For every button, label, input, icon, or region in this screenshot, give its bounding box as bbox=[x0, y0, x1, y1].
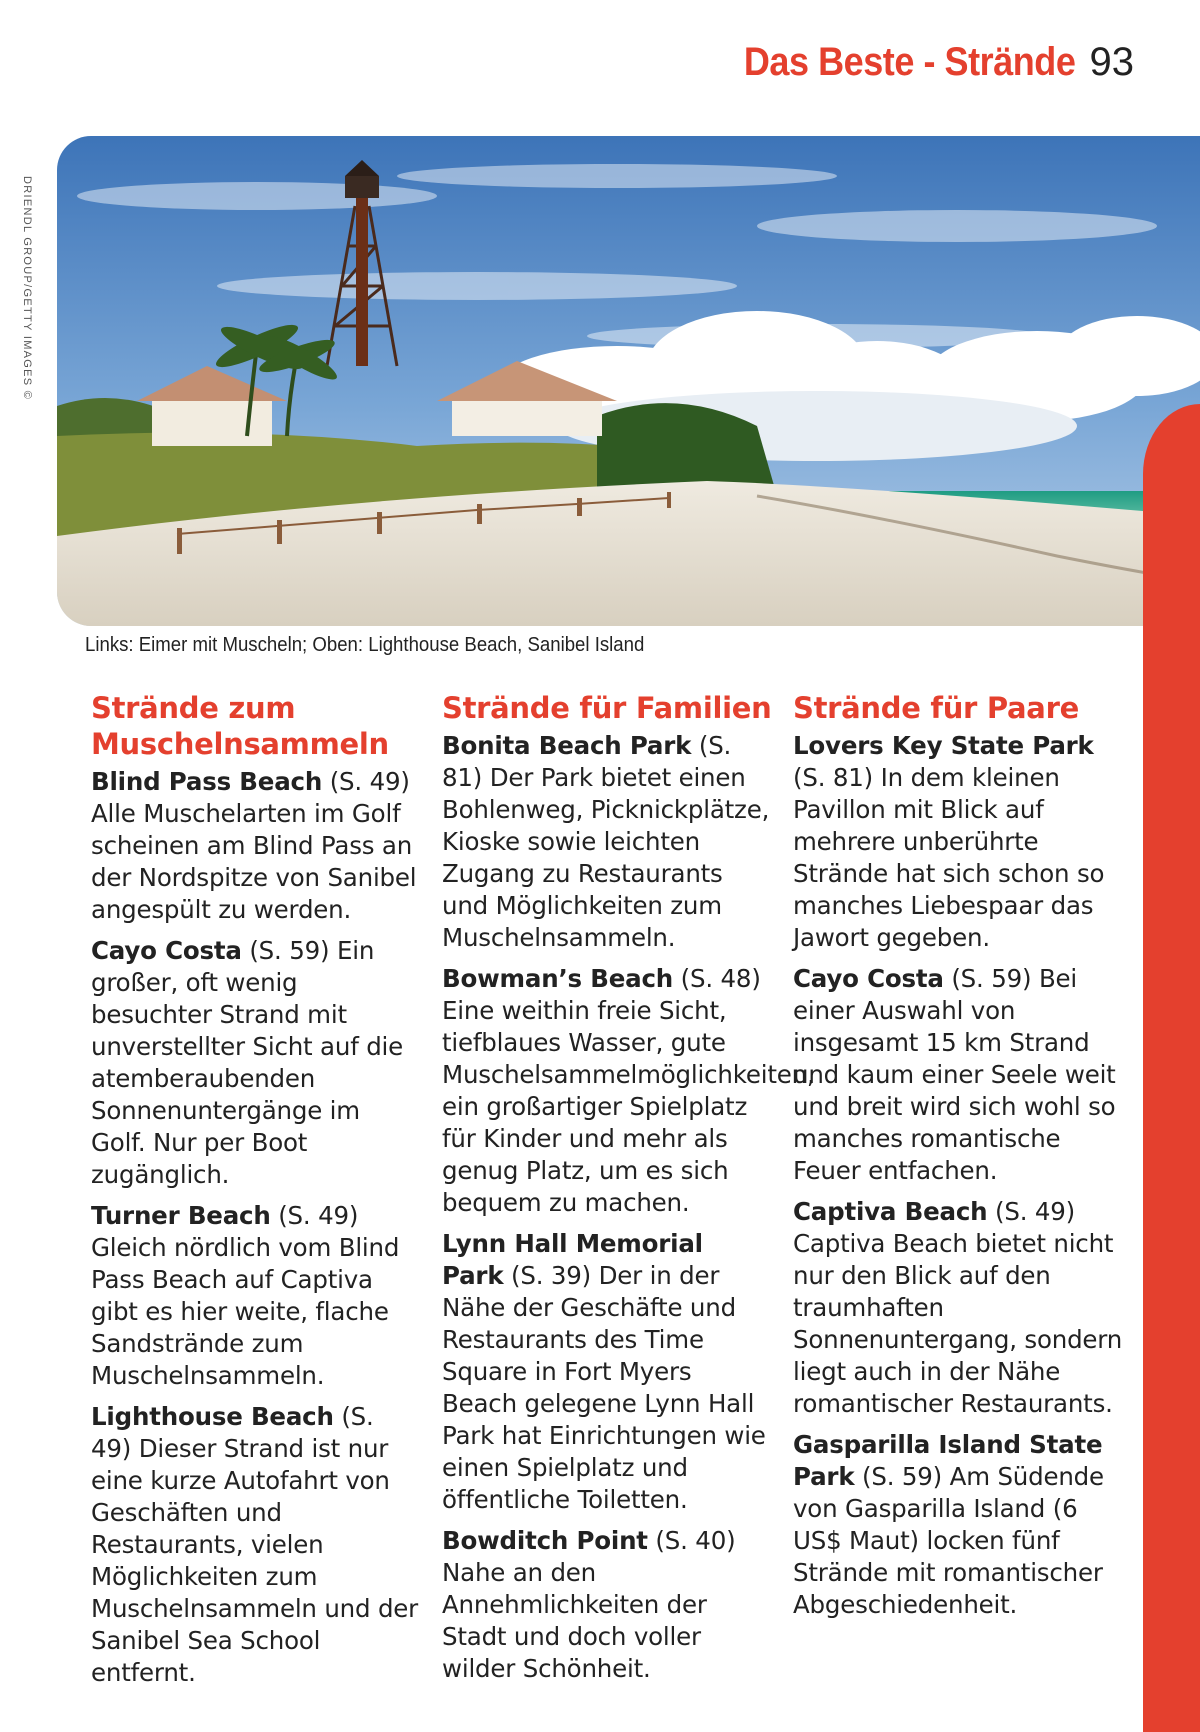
page-reference: (S. 59) bbox=[862, 1462, 943, 1491]
beach-entry bbox=[91, 935, 421, 1191]
beach-name: Cayo Costa bbox=[91, 936, 242, 965]
photo-caption: Links: Eimer mit Muscheln; Oben: Lighthouse Beach, Sanibel Island bbox=[85, 634, 645, 656]
beach-name: Gasparilla Island State Park bbox=[793, 1430, 1103, 1491]
beach-description: Gleich nördlich vom Blind Pass Beach auf Captiva gibt es hier weite, flache Sandstrände zum Muschelnsammeln. bbox=[91, 1233, 400, 1390]
beach-description: Eine weithin freie Sicht, tiefblaues Wasser, gute Muschelsammelmöglichkeiten, ein großartiger Spielplatz für Kinder und mehr als genug Platz, um es sich bequem zu machen. bbox=[442, 996, 815, 1217]
column-families bbox=[442, 690, 815, 1694]
column-heading: Strände zum Muschelnsammeln bbox=[91, 691, 389, 761]
beach-entry bbox=[91, 1401, 421, 1689]
beach-entry bbox=[442, 730, 772, 954]
beach-name: Bonita Beach Park bbox=[442, 731, 692, 760]
beach-name: Turner Beach bbox=[91, 1201, 271, 1230]
section-title: Das Beste - Strände bbox=[743, 40, 1076, 84]
beach-entry bbox=[793, 1429, 1123, 1621]
beach-entry bbox=[91, 1200, 421, 1392]
beach-entry bbox=[442, 963, 815, 1219]
beach-entry bbox=[793, 730, 1123, 954]
beach-name: Bowditch Point bbox=[442, 1526, 648, 1555]
page-reference: (S. 49) bbox=[329, 767, 410, 796]
page-reference: (S. 49) bbox=[994, 1197, 1076, 1226]
column-couples bbox=[793, 690, 1123, 1630]
page-reference: (S. 81) bbox=[793, 763, 874, 792]
beach-description: Captiva Beach bietet nicht nur den Blick auf den traumhaften Sonnenuntergang, sondern liegt auch in der Nähe romantischer Restaurants. bbox=[793, 1229, 1123, 1418]
beach-entry bbox=[442, 1525, 772, 1685]
accent-side-band bbox=[1143, 404, 1200, 1732]
page-reference: (S. 81) bbox=[442, 731, 732, 792]
beach-entry bbox=[793, 963, 1123, 1187]
page-reference: (S. 59) bbox=[951, 964, 1032, 993]
beach-name: Lynn Hall Memorial Park bbox=[442, 1229, 703, 1290]
beach-name: Blind Pass Beach bbox=[91, 767, 323, 796]
beach-description: Der Park bietet einen Bohlenweg, Picknickplätze, Kioske sowie leichten Zugang zu Restaurants und Möglichkeiten zum Muschelnsammeln. bbox=[442, 763, 770, 952]
page-reference: (S. 48) bbox=[680, 964, 761, 993]
page-reference: (S. 40) bbox=[655, 1526, 736, 1555]
page-number: 93 bbox=[1089, 40, 1134, 84]
page-reference: (S. 59) bbox=[249, 936, 330, 965]
beach-description: Der in der Nähe der Geschäfte und Restaurants des Time Square in Fort Myers Beach gelegene Lynn Hall Park hat Einrichtungen wie einen Spielplatz und öffentliche Toiletten. bbox=[442, 1261, 766, 1514]
beach-description: Bei einer Auswahl von insgesamt 15 km Strand und kaum einer Seele weit und breit wird sich wohl so manches romantische Feuer entfachen. bbox=[793, 964, 1116, 1185]
lighthouse-beach-photo bbox=[57, 136, 1200, 626]
beach-description: Alle Muschelarten im Golf scheinen am Blind Pass an der Nordspitze von Sanibel angespült zu werden. bbox=[91, 799, 417, 924]
lighthouse-beach-icon bbox=[57, 136, 1200, 626]
beach-entry bbox=[793, 1196, 1123, 1420]
page-header bbox=[707, 40, 1134, 85]
page-reference: (S. 49) bbox=[91, 1402, 374, 1463]
beach-entry bbox=[442, 1228, 772, 1516]
beach-description: In dem kleinen Pavillon mit Blick auf mehrere unberührte Strände hat sich schon so manches Liebespaar das Jawort gegeben. bbox=[793, 763, 1105, 952]
beach-description: Dieser Strand ist nur eine kurze Autofahrt von Geschäften und Restaurants, vielen Möglichkeiten zum Muschelnsammeln und der Sanibel Sea School entfernt. bbox=[91, 1434, 419, 1687]
beach-name: Captiva Beach bbox=[793, 1197, 988, 1226]
column-heading: Strände für Paare bbox=[793, 691, 1079, 725]
beach-name: Lighthouse Beach bbox=[91, 1402, 334, 1431]
column-heading: Strände für Familien bbox=[442, 691, 772, 725]
page-reference: (S. 49) bbox=[278, 1201, 359, 1230]
beach-description: Ein großer, oft wenig besuchter Strand mit unverstellter Sicht auf die atemberaubenden Sonnenuntergänge im Golf. Nur per Boot zugänglich. bbox=[91, 936, 404, 1189]
page-reference: (S. 39) bbox=[511, 1261, 592, 1290]
beach-name: Bowman’s Beach bbox=[442, 964, 674, 993]
beach-name: Cayo Costa bbox=[793, 964, 944, 993]
column-shell-collecting bbox=[91, 690, 421, 1698]
beach-description: Nahe an den Annehmlichkeiten der Stadt und doch voller wilder Schönheit. bbox=[442, 1558, 707, 1683]
beach-name: Lovers Key State Park bbox=[793, 731, 1094, 760]
beach-entry bbox=[91, 766, 421, 926]
photo-credit: DRIENDL GROUP/GETTY IMAGES © bbox=[21, 176, 33, 401]
beach-description: Am Südende von Gasparilla Island (6 US$ Maut) locken fünf Strände mit romantischer Abgeschiedenheit. bbox=[793, 1462, 1104, 1619]
